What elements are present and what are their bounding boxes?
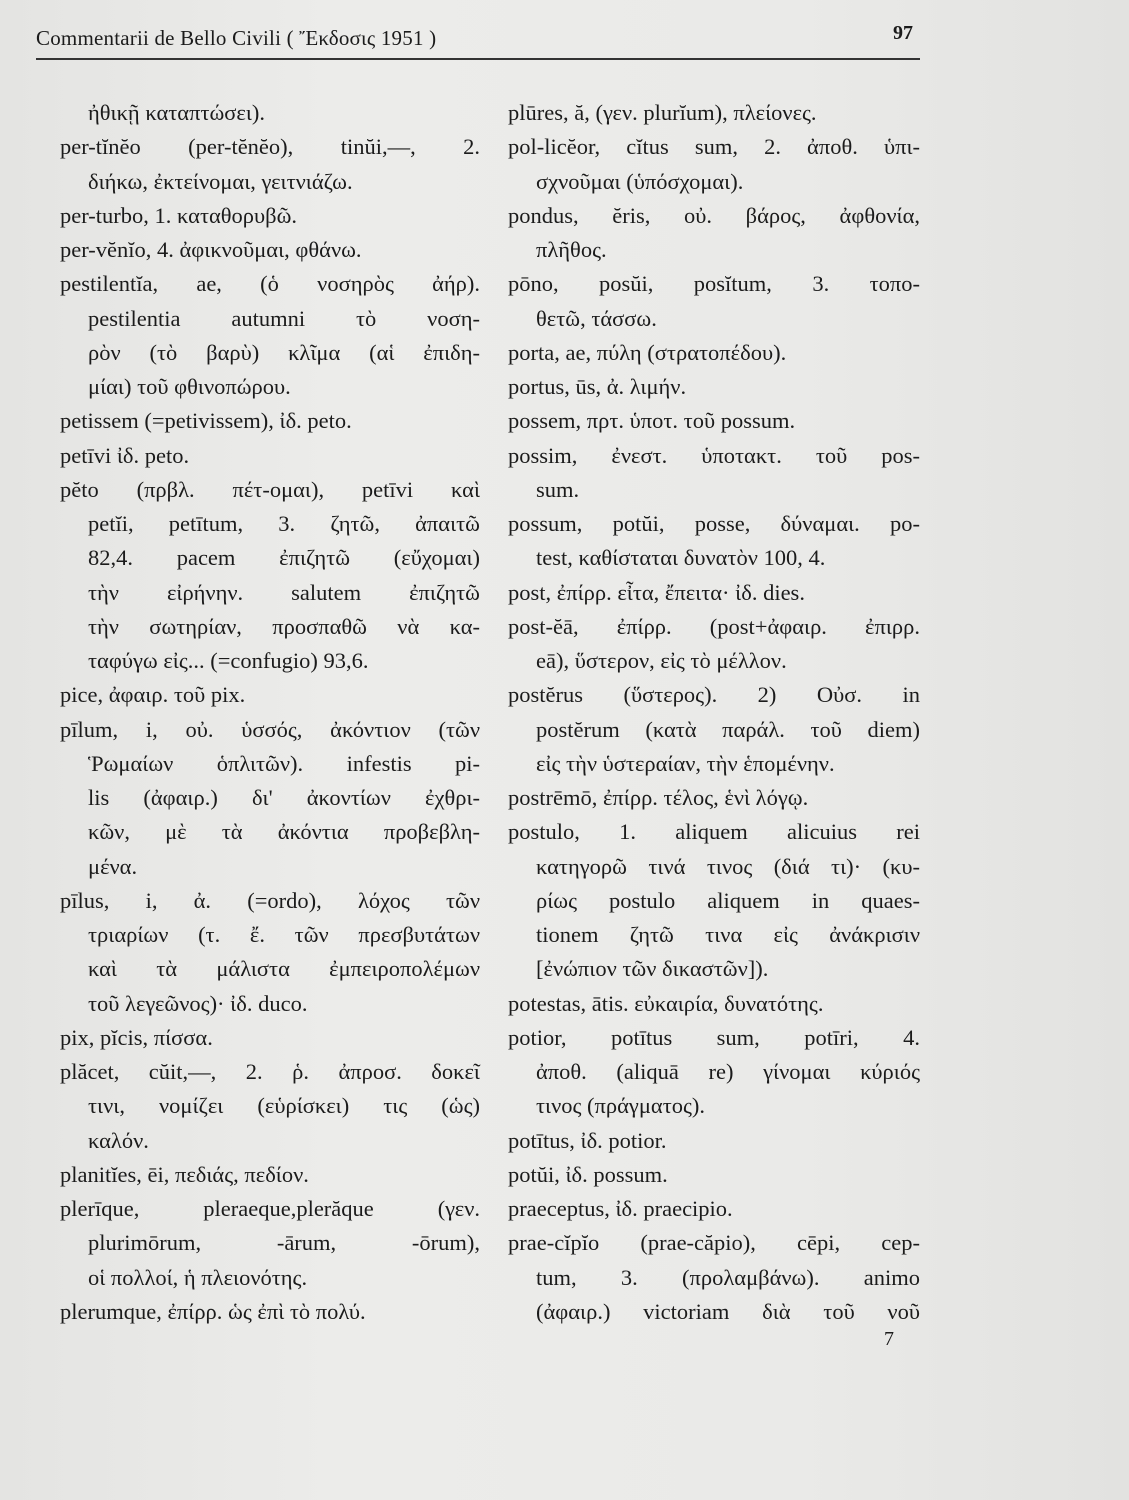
entry-headword-line: per-turbo, 1. καταθορυβῶ. <box>60 202 298 228</box>
entry-headword-line: praeceptus, ἰδ. praecipio. <box>508 1196 733 1221</box>
entry-continuation-line: ρίως postulo aliquem in quaes- <box>536 887 920 913</box>
dictionary-entry <box>60 713 480 884</box>
entry-continuation-line: τινι, νομίζει (εὑρίσκει) τις (ὡς) <box>88 1093 480 1119</box>
entry-headword-line: potestas, ātis. εὐκαιρία, δυνατότης. <box>508 990 824 1016</box>
dictionary-entry <box>508 815 920 986</box>
entry-continuation-line: (ἀφαιρ.) victoriam διὰ τοῦ νοῦ <box>536 1298 920 1324</box>
dictionary-entry <box>508 781 920 815</box>
dictionary-entry <box>508 96 920 130</box>
left-column <box>60 96 480 1329</box>
dictionary-entry <box>508 336 920 370</box>
entry-headword-line: pestilentĭa, ae, (ὁ νοσηρὸς ἀήρ). <box>60 271 480 297</box>
entry-headword-line: potior, potītus sum, potīri, 4. <box>508 1024 920 1050</box>
entry-headword-line: plūres, ă, (γεν. plurĭum), πλείονες. <box>508 100 817 125</box>
entry-headword-line: planitĭes, ēi, πεδιάς, πεδίον. <box>60 1161 309 1187</box>
dictionary-entry <box>60 678 480 712</box>
entry-continuation-line: κῶν, μὲ τὰ ἀκόντια προβεβλη- <box>88 819 480 845</box>
dictionary-entry <box>508 1226 920 1329</box>
entry-headword-line: potŭi, ἰδ. possum. <box>508 1161 668 1187</box>
dictionary-entry <box>60 199 480 233</box>
running-title: Commentarii de Bello Civili ( Ἔκδοσις 1951 ) <box>36 26 437 50</box>
dictionary-entry <box>60 404 480 438</box>
signature-mark: 7 <box>884 1328 894 1350</box>
entry-continuation-line: τὴν εἰρήνην. salutem ἐπιζητῶ <box>88 579 480 605</box>
entry-headword-line: pondus, ĕris, οὐ. βάρος, ἀφθονία, <box>508 202 920 228</box>
entry-continuation-line: sum. <box>536 476 580 502</box>
entry-continuation-line: μένα. <box>88 853 138 879</box>
dictionary-entry <box>60 1055 480 1158</box>
entry-continuation-line: Ῥωμαίων ὁπλιτῶν). infestis pi- <box>88 750 480 776</box>
entry-headword-line: pice, ἀφαιρ. τοῦ pix. <box>60 682 246 708</box>
entry-headword-line: possem, πρτ. ὑποτ. τοῦ possum. <box>508 408 796 434</box>
entry-continuation-line: petĭi, petītum, 3. ζητῶ, ἀπαιτῶ <box>88 511 480 536</box>
entry-continuation-line: τοῦ λεγεῶνος)· ἰδ. duco. <box>88 990 308 1016</box>
dictionary-entry <box>508 678 920 781</box>
dictionary-entry <box>60 130 480 199</box>
entry-headword-line: per-vĕnĭo, 4. ἀφικνοῦμαι, φθάνω. <box>60 237 362 262</box>
entry-continuation-line: καὶ τὰ μάλιστα ἐμπειροπολέμων <box>88 956 480 982</box>
entry-headword-line: plăcet, cŭit,—, 2. ῥ. ἀπροσ. δοκεῖ <box>60 1059 480 1084</box>
entry-headword-line: pol-licĕor, cĭtus sum, 2. ἀποθ. ὑπι- <box>508 134 920 160</box>
entry-continuation-line: tum, 3. (προλαμβάνω). animo <box>536 1264 920 1290</box>
entry-continuation-line: test, καθίσταται δυνατὸν 100, 4. <box>536 545 826 571</box>
right-column <box>508 96 920 1329</box>
entry-headword-line: postulo, 1. aliquem alicuius rei <box>508 819 920 845</box>
entry-headword-line: pix, pĭcis, πίσσα. <box>60 1024 213 1050</box>
entry-continuation-line: tionem ζητῶ τινα εἰς ἀνάκρισιν <box>536 922 920 947</box>
dictionary-entry <box>508 1021 920 1124</box>
entry-headword-line: per-tĭnĕo (per-tĕnĕo), tinŭi,—, 2. <box>60 134 480 160</box>
entry-continuation-line: pestilentia autumni τὸ νοση- <box>88 305 480 331</box>
entry-headword-line: pīlum, i, οὐ. ὑσσός, ἀκόντιον (τῶν <box>60 716 480 742</box>
entry-headword-line: pĕto (πρβλ. πέτ-ομαι), petīvi καὶ <box>60 476 480 502</box>
dictionary-entry <box>508 130 920 199</box>
entry-continuation-line: πλῆθος. <box>536 237 607 262</box>
entry-continuation-line: lis (ἀφαιρ.) δι' ἀκοντίων ἐχθρι- <box>88 785 480 810</box>
entry-continuation-line: καλόν. <box>88 1127 149 1153</box>
entry-headword-line: pīlus, i, ἀ. (=ordo), λόχος τῶν <box>60 887 480 913</box>
dictionary-entry <box>60 1192 480 1295</box>
dictionary-entry <box>508 1158 920 1192</box>
dictionary-entry <box>60 1021 480 1055</box>
dictionary-entry <box>508 1192 920 1226</box>
entry-continuation-line: eā), ὕστερον, εἰς τὸ μέλλον. <box>536 648 787 673</box>
entry-continuation-line: τινος (πράγματος). <box>536 1093 706 1119</box>
dictionary-entry <box>60 96 480 130</box>
dictionary-entry <box>60 439 480 473</box>
dictionary-entry <box>508 507 920 576</box>
entry-continuation-line: ρὸν (τὸ βαρὺ) κλῖμα (αἱ ἐπιδη- <box>88 339 480 365</box>
dictionary-entry <box>60 1295 480 1329</box>
entry-headword-line: portus, ūs, ἀ. λιμήν. <box>508 374 687 399</box>
dictionary-entry <box>60 233 480 267</box>
dictionary-entry <box>508 267 920 336</box>
entry-continuation-line: ἠθικῇ καταπτώσει). <box>88 100 266 125</box>
entry-continuation-line: [ἐνώπιον τῶν δικαστῶν]). <box>536 956 769 982</box>
entry-headword-line: postrēmō, ἐπίρρ. τέλος, ἑνὶ λόγῳ. <box>508 785 809 810</box>
dictionary-entry <box>508 1124 920 1158</box>
entry-continuation-line: τριαρίων (τ. ἔ. τῶν πρεσβυτάτων <box>88 922 480 947</box>
dictionary-entry <box>60 267 480 404</box>
dictionary-entry <box>508 199 920 268</box>
entry-continuation-line: τὴν σωτηρίαν, προσπαθῶ νὰ κα- <box>88 613 480 639</box>
entry-continuation-line: διήκω, ἐκτείνομαι, γειτνιάζω. <box>88 168 353 194</box>
entry-headword-line: pōno, posŭi, posĭtum, 3. τοπο- <box>508 271 920 297</box>
entry-headword-line: plerumque, ἐπίρρ. ὡς ἐπὶ τὸ πολύ. <box>60 1298 366 1324</box>
dictionary-entry <box>508 987 920 1021</box>
dictionary-entry <box>508 439 920 508</box>
page-number: 97 <box>893 22 913 44</box>
dictionary-entry <box>60 884 480 1021</box>
entry-continuation-line: ταφύγω εἰς... (=confugio) 93,6. <box>88 648 369 673</box>
entry-continuation-line: plurimōrum, -ārum, -ōrum), <box>88 1230 480 1256</box>
entry-headword-line: potītus, ἰδ. potior. <box>508 1127 667 1153</box>
dictionary-entry <box>60 473 480 679</box>
dictionary-entry <box>508 404 920 438</box>
entry-continuation-line: ἀποθ. (aliquā re) γίνομαι κύριός <box>536 1059 920 1084</box>
entry-continuation-line: σχνοῦμαι (ὑπόσχομαι). <box>536 168 744 194</box>
entry-headword-line: possim, ἐνεστ. ὑποτακτ. τοῦ pos- <box>508 442 920 468</box>
dictionary-entry <box>508 370 920 404</box>
entry-continuation-line: 82,4. pacem ἐπιζητῶ (εὔχομαι) <box>88 545 480 571</box>
entry-continuation-line: οἱ πολλοί, ἡ πλειονότης. <box>88 1264 308 1290</box>
header-rule <box>36 58 920 60</box>
entry-continuation-line: postĕrum (κατὰ παράλ. τοῦ diem) <box>536 716 920 742</box>
entry-continuation-line: κατηγορῶ τινά τινος (διά τι)· (κυ- <box>536 853 920 879</box>
entry-headword-line: possum, potŭi, posse, δύναμαι. po- <box>508 511 920 536</box>
entry-headword-line: post-ĕā, ἐπίρρ. (post+ἀφαιρ. ἐπιρρ. <box>508 613 920 639</box>
entry-headword-line: porta, ae, πύλη (στρατοπέδου). <box>508 339 787 365</box>
dictionary-entry <box>508 576 920 610</box>
entry-headword-line: postĕrus (ὕστερος). 2) Οὐσ. in <box>508 682 920 708</box>
dictionary-entry <box>508 610 920 679</box>
entry-continuation-line: θετῶ, τάσσω. <box>536 305 657 331</box>
entry-continuation-line: εἰς τὴν ὑστεραίαν, τὴν ἑπομένην. <box>536 750 835 776</box>
entry-headword-line: prae-cĭpĭo (prae-căpio), cēpi, cep- <box>508 1230 920 1256</box>
entry-headword-line: plerīque, pleraeque,plerăque (γεν. <box>60 1196 480 1221</box>
entry-continuation-line: μίαι) τοῦ φθινοπώρου. <box>88 374 291 399</box>
dictionary-entry <box>60 1158 480 1192</box>
entry-headword-line: post, ἐπίρρ. εἶτα, ἔπειτα· ἰδ. dies. <box>508 579 805 605</box>
entry-headword-line: petīvi ἰδ. peto. <box>60 442 190 468</box>
entry-headword-line: petissem (=petivissem), ἰδ. peto. <box>60 408 352 434</box>
